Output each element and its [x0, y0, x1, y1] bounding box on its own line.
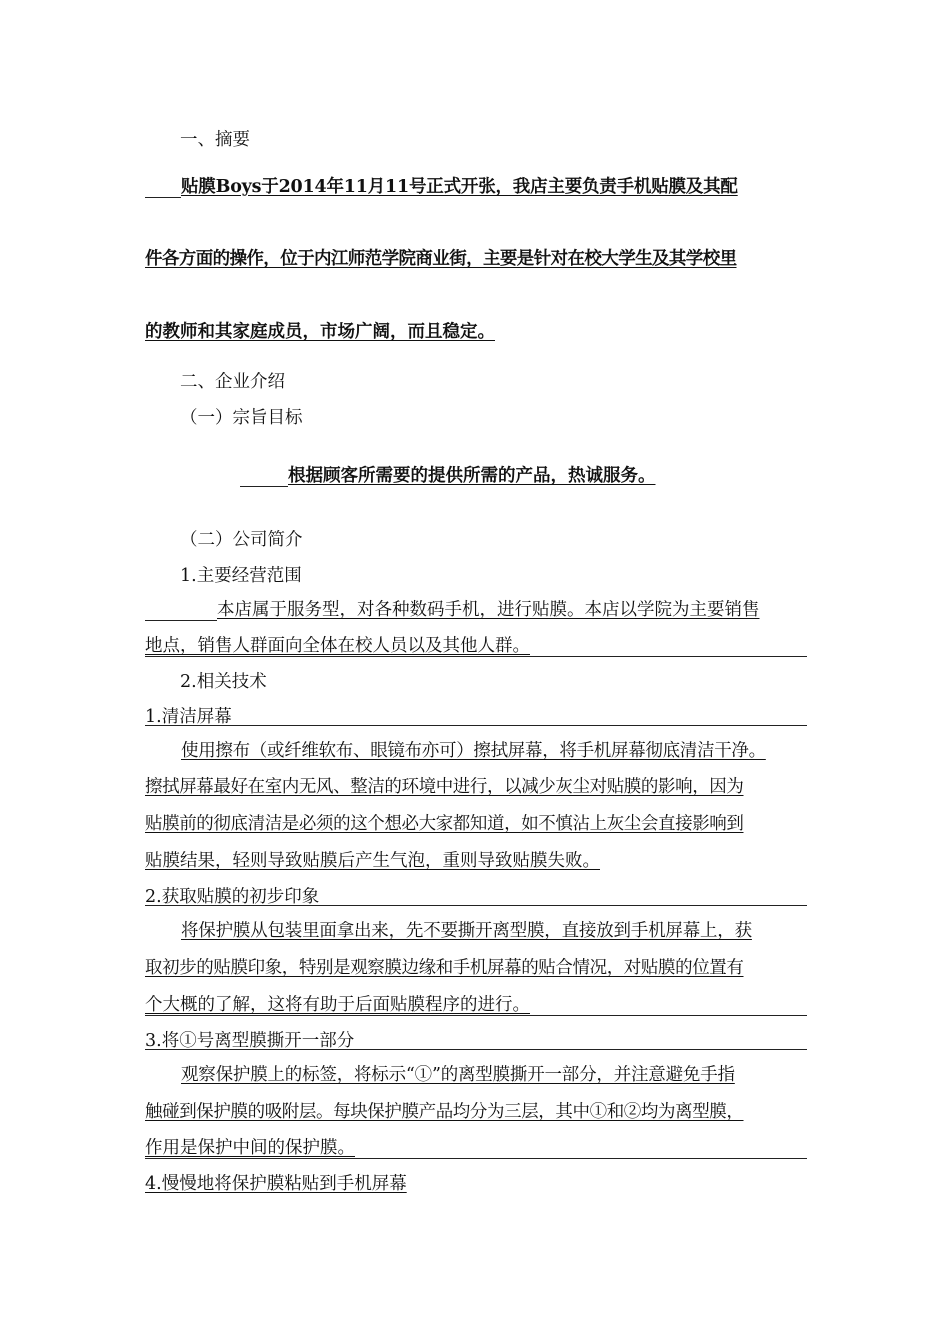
- step-line: 贴膜结果，轻则导致贴膜后产生气泡，重则导致贴膜失败。: [145, 851, 600, 871]
- company-heading: （二）公司简介: [180, 530, 303, 550]
- summary-line: 贴膜Boys于2014年11月11号正式开张，我店主要负责手机贴膜及其配: [181, 177, 738, 197]
- summary-line: 的教师和其家庭成员，市场广阔，而且稳定。: [145, 322, 495, 342]
- line-rule: [145, 656, 807, 657]
- step-line: 贴膜前的彻底清洁是必须的这个想必大家都知道，如不慎沾上灰尘会直接影响到: [145, 814, 744, 834]
- step-line: 触碰到保护膜的吸附层。每块保护膜产品均分为三层，其中①和②均为离型膜，: [145, 1102, 744, 1122]
- step-title: 1.清洁屏幕: [145, 707, 232, 727]
- indent-underline: [145, 620, 217, 621]
- step-title: 4.慢慢地将保护膜粘贴到手机屏幕: [145, 1174, 407, 1194]
- step-title: 2.获取贴膜的初步印象: [145, 887, 320, 907]
- purpose-text: 根据顾客所需要的提供所需的产品，热诚服务。: [288, 466, 656, 486]
- summary-heading: 一、摘要: [180, 130, 250, 150]
- indent-underline: [240, 486, 288, 487]
- summary-line: 件各方面的操作，位于内江师范学院商业街，主要是针对在校大学生及其学校里: [145, 249, 737, 269]
- step-line: 作用是保护中间的保护膜。: [145, 1138, 355, 1158]
- line-rule: [145, 1158, 807, 1159]
- intro-heading: 二、企业介绍: [180, 372, 285, 392]
- step-line: 将保护膜从包装里面拿出来，先不要撕开离型膜，直接放到手机屏幕上，获: [181, 921, 752, 941]
- line-rule: [145, 1015, 807, 1016]
- tech-heading: 2.相关技术: [180, 672, 267, 692]
- scope-line: 本店属于服务型，对各种数码手机，进行贴膜。本店以学院为主要销售: [217, 600, 760, 620]
- line-rule: [145, 1049, 807, 1050]
- step-line: 个大概的了解，这将有助于后面贴膜程序的进行。: [145, 995, 530, 1015]
- step-title: 3.将①号离型膜撕开一部分: [145, 1031, 355, 1051]
- line-rule: [145, 905, 807, 906]
- line-rule: [145, 725, 807, 726]
- step-line: 观察保护膜上的标签，将标示“①”的离型膜撕开一部分，并注意避免手指: [181, 1065, 735, 1085]
- purpose-heading: （一）宗旨目标: [180, 408, 303, 428]
- scope-heading: 1.主要经营范围: [180, 566, 302, 586]
- step-line: 使用擦布（或纤维软布、眼镜布亦可）擦拭屏幕，将手机屏幕彻底清洁干净。: [181, 741, 766, 761]
- step-line: 擦拭屏幕最好在室内无风、整洁的环境中进行，以减少灰尘对贴膜的影响，因为: [145, 777, 744, 797]
- step-line: 取初步的贴膜印象，特别是观察膜边缘和手机屏幕的贴合情况，对贴膜的位置有: [145, 958, 744, 978]
- scope-line: 地点，销售人群面向全体在校人员以及其他人群。: [145, 636, 530, 656]
- indent-underline: [145, 197, 181, 198]
